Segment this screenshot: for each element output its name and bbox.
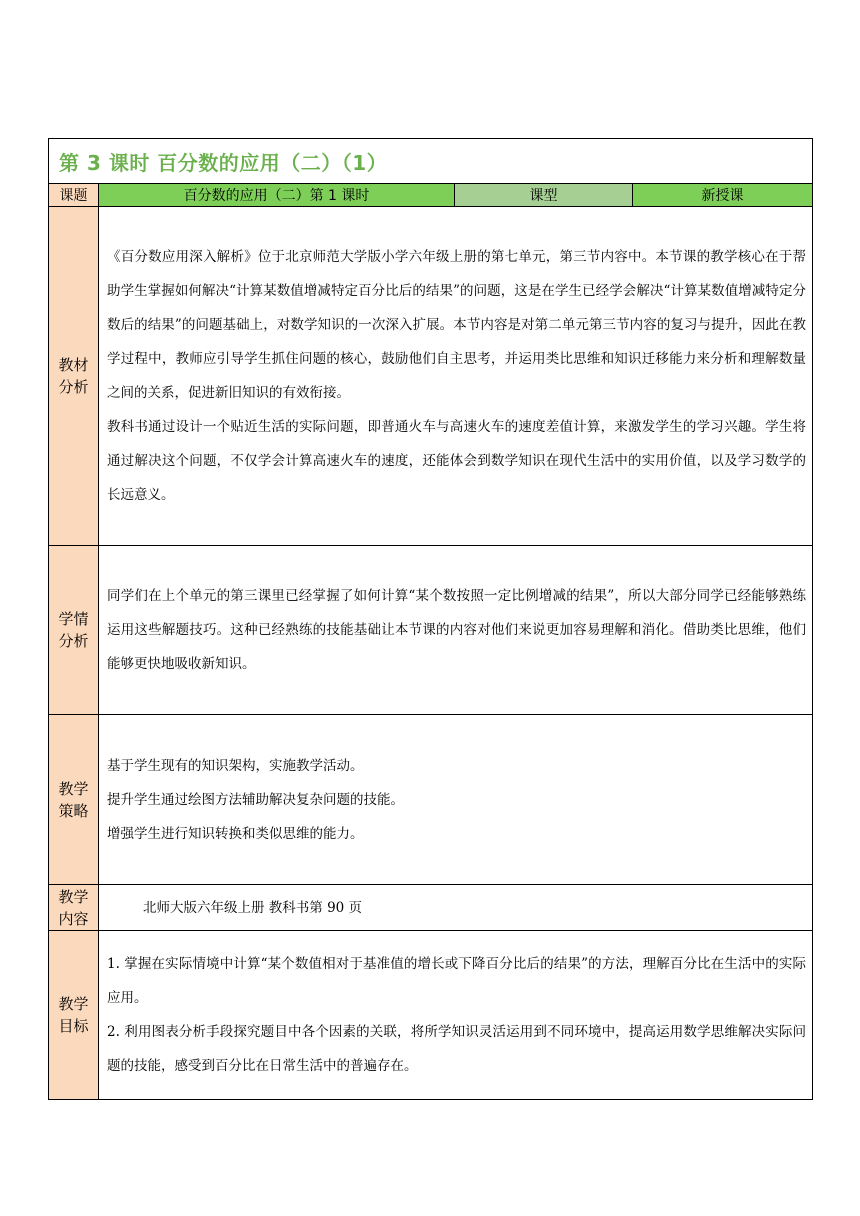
student-analysis-content	[99, 546, 813, 715]
teaching-goals-content	[99, 931, 813, 1100]
teaching-strategy-label: 教学策略	[49, 715, 99, 885]
material-paragraph: 教科书通过设计一个贴近生活的实际问题，即普通火车与高速火车的速度差值计算，来激发学生的学习兴趣。学生将通过解决这个问题，不仅学会计算高速火车的速度，还能体会到数学知识在现代生活中的实用价值，以及学习数学的长远意义。	[107, 419, 807, 503]
material-analysis-content	[99, 207, 813, 546]
strategy-item: 提升学生通过绘图方法辅助解决复杂问题的技能。	[107, 791, 404, 808]
strategy-item: 增强学生进行知识转换和类似思维的能力。	[107, 825, 364, 842]
goal-item: 1. 掌握在实际情境中计算“某个数值相对于基准值的增长或下降百分比后的结果”的方法，理解百分比在生活中的实际应用。	[107, 956, 807, 1006]
material-paragraph: 《百分数应用深入解析》位于北京师范大学版小学六年级上册的第七单元，第三节内容中。本节课的教学核心在于帮助学生掌握如何解决“计算某数值增减特定百分比后的结果”的问题，这是在学生已经学会解决“计算某数值增减特定分数后的结果”的问题基础上，对数学知识的一次深入扩展。本节内容是对第二单元第三节内容的复习与提升，因此在教学过程中，教师应引导学生抓住问题的核心，鼓励他们自主思考，并运用类比思维和知识迁移能力来分析和理解数量之间的关系，促进新旧知识的有效衔接。	[107, 249, 807, 401]
material-analysis-label: 教材分析	[49, 207, 99, 546]
lesson-plan-table	[48, 138, 813, 1100]
lesson-title: 第 3 课时 百分数的应用（二）（1）	[49, 139, 813, 184]
type-label: 课型	[455, 184, 633, 207]
teaching-content-label: 教学内容	[49, 885, 99, 931]
teaching-goals-label: 教学目标	[49, 931, 99, 1100]
type-value: 新授课	[633, 184, 813, 207]
strategy-item: 基于学生现有的知识架构，实施教学活动。	[107, 757, 364, 774]
topic-label: 课题	[49, 184, 99, 207]
students-paragraph: 同学们在上个单元的第三课里已经掌握了如何计算“某个数按照一定比例增减的结果”，所以大部分同学已经能够熟练运用这些解题技巧。这种已经熟练的技能基础让本节课的内容对他们来说更加容易理解和消化。借助类比思维，他们能够更快地吸收新知识。	[107, 588, 807, 672]
student-analysis-label: 学情分析	[49, 546, 99, 715]
lesson-plan	[48, 138, 812, 1100]
goal-item: 2. 利用图表分析手段探究题目中各个因素的关联，将所学知识灵活运用到不同环境中，提高运用数学思维解决实际问题的技能，感受到百分比在日常生活中的普遍存在。	[107, 1024, 807, 1074]
teaching-content-value: 北师大版六年级上册 教科书第 90 页	[99, 885, 813, 931]
topic-value: 百分数的应用（二）第 1 课时	[99, 184, 455, 207]
teaching-strategy-content	[99, 715, 813, 885]
